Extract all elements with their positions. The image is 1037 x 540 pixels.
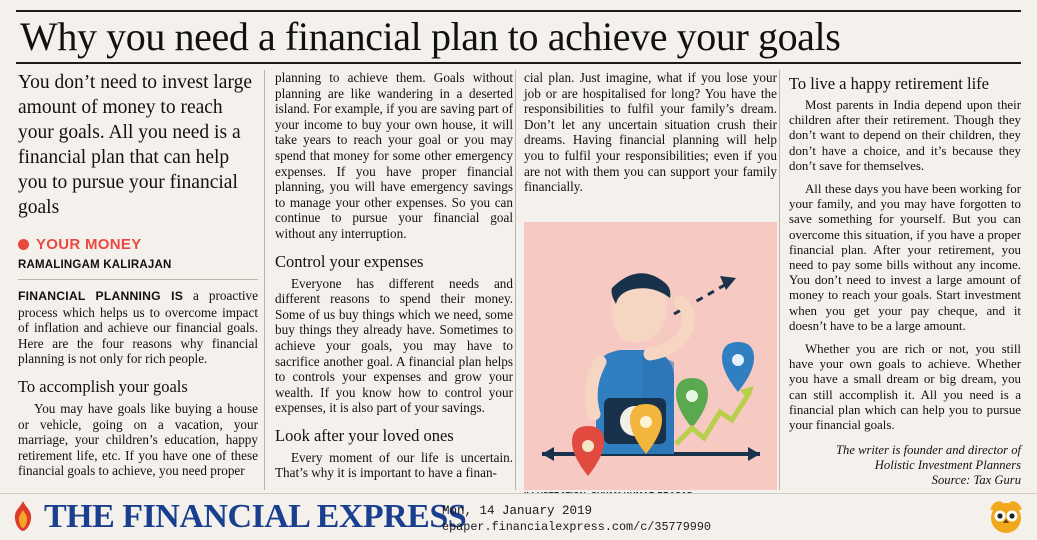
page-footer [0,493,1037,540]
paragraph-c2-1: planning to achieve them. Goals without planning are like wandering in a deserted island. For example, if you are saving part of your income to buy your own house, it will take years to reach your goal or you may spend that money for some other emergency expenses. If you have proper financial planning, you will have emergency savings to manage your other expenses. So you can continue to pursue your financial goal without any interruption. [275,70,513,241]
top-rule [16,10,1021,12]
lede-paragraph [18,288,258,367]
byline: RAMALINGAM KALIRAJAN [18,259,172,271]
paragraph-c2-2: Everyone has different needs and different reasons to spend their money. Some of us buy things which we need, some buy things they already have. Sometimes to achieve your goals, you may have to sacrifice another goal. A financial plan helps to controls your expenses and grow your wealth. If you know how to control your expenses, it is also part of your savings. [275,275,513,416]
bullet-dot-icon [18,239,29,250]
lede-rest: a proactive process which helps us to overcome impact of inflation and achieve our financial goals. Here are the four reasons why financial planning is not only for rich people. [18,288,258,367]
column-separator-2 [515,70,516,490]
masthead-title: THE FINANCIAL EXPRESS [44,498,467,535]
publication-date: Mon, 14 January 2019 [442,504,593,518]
paragraph-c2-3: Every moment of our life is uncertain. That’s why it is important to have a finan- [275,449,513,481]
kicker-label: YOUR MONEY [36,236,142,253]
paragraph-c1-1: You may have goals like buying a house or vehicle, going on a vacation, your marriage, your children’s education, happy retirement life, etc. If you have one of these financial goals to achieve, you need proper [18,400,258,479]
column-1 [18,70,258,487]
subheading-retirement: To live a happy retirement life [789,74,989,93]
column-2 [275,70,513,489]
column-separator-3 [779,70,780,490]
illustration-graphic [524,222,777,490]
page-title: Why you need a financial plan to achieve your goals [20,14,841,59]
paragraph-c4-1: Most parents in India depend upon their children after their retirement. Though they don’t want to depend on their children, they don’t have a choice, and it’s because they don’t save for themselves. [789,98,1021,173]
writer-note [789,443,1021,488]
subheading-loved-ones: Look after your loved ones [275,425,454,445]
paragraph-c3-1: cial plan. Just imagine, what if you lose your job or are hospitalised for long? You have the responsibilities to fulfil your family’s dream. Don’t let any uncertain situation crush their dreams. Having financial planning will help you to fulfil your responsibilities; even if you are not with them you can support your family financially. [524,70,777,195]
article-illustration [524,222,777,490]
lede-lead: FINANCIAL PLANNING IS [18,289,184,303]
owl-logo-icon [987,498,1025,536]
paragraph-c4-2: All these days you have been working for your family, and you may have forgotten to save something for yourself. But you can overcome this situation, if you have a proper financial plan. After your retirement, you need to pay some bills without any income. You don’t need to invest a large amount of money to reach your goals. Start investment when you get your pay cheque, and it doesn’t have to be a large amount. [789,182,1021,333]
column-separator-1 [264,70,265,490]
writer-note-line-2: Holistic Investment Planners [874,458,1021,473]
section-kicker [18,236,258,253]
flame-logo-icon [12,500,34,532]
standfirst: You don’t need to invest large amount of money to reach your goals. All you need is a financial plan that can help you to pursue your financial goals [18,72,252,218]
column-3 [524,70,777,203]
writer-note-line-1: The writer is founder and director of [836,443,1021,458]
column-4 [789,70,1021,488]
subheading-accomplish-goals: To accomplish your goals [18,376,188,396]
epaper-url[interactable]: epaper.financialexpress.com/c/35779990 [442,520,712,534]
headline-rule [16,62,1021,64]
byline-rule [18,279,258,280]
subheading-control-expenses: Control your expenses [275,251,424,271]
writer-note-line-3: Source: Tax Guru [931,473,1021,488]
paragraph-c4-3: Whether you are rich or not, you still have your own goals to achieve. Whether you have a small dream or big dream, you can still accomplish it. All you need is a financial plan which can help you to pursue your financial goals. [789,342,1021,433]
